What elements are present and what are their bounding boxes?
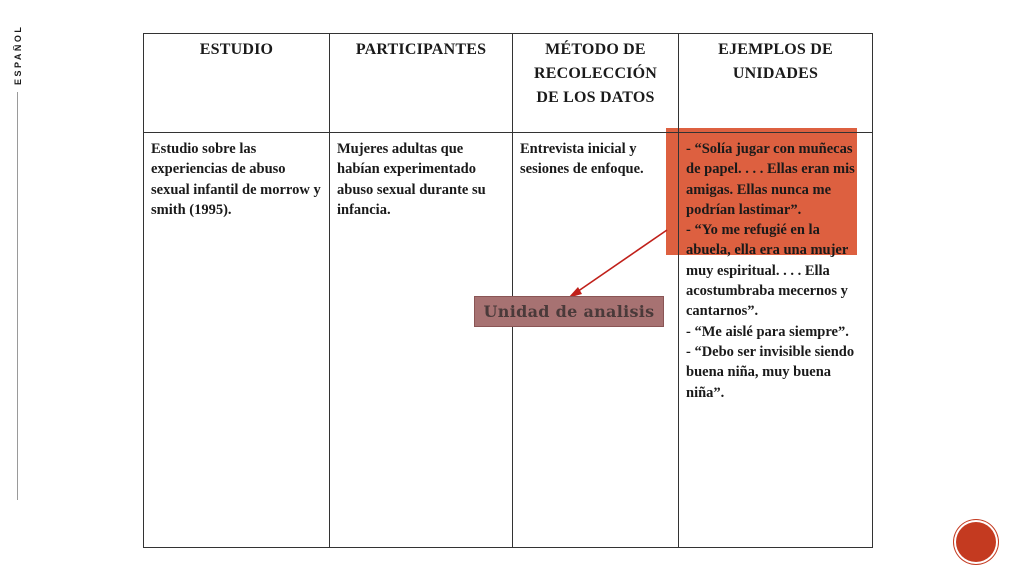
side-label: ESPAÑOL <box>13 24 23 85</box>
header-metodo: MÉTODO DE RECOLECCIÓN DE LOS DATOS <box>513 34 679 133</box>
unit-of-analysis-label: Unidad de analisis <box>474 296 664 327</box>
cell-estudio: Estudio sobre las experiencias de abuso sexual infantil de morrow y smith (1995). <box>144 133 330 548</box>
table-row <box>144 133 873 548</box>
header-participantes: PARTICIPANTES <box>330 34 513 133</box>
study-table <box>143 33 873 548</box>
quote-item: - “Debo ser invisible siendo buena niña, muy buena niña”. <box>686 343 855 401</box>
cell-participantes: Mujeres adultas que habían experimentado abuso sexual durante su infancia. <box>330 133 513 548</box>
quote-item: - “Yo me refugié en la abuela, ella era una mujer muy espiritual. . . . Ella acostumbraba mecernos y cantarnos”. <box>686 222 849 320</box>
cell-metodo: Entrevista inicial y sesiones de enfoque. <box>513 133 679 548</box>
header-ejemplos: EJEMPLOS DE UNIDADES <box>679 34 873 133</box>
quote-item: - “Solía jugar con muñecas de papel. . . . Ellas eran mis amigas. Ellas nunca me podrían lastimar”. <box>686 141 855 218</box>
cell-ejemplos <box>679 133 873 548</box>
quote-item: - “Me aislé para siempre”. <box>686 323 849 340</box>
header-estudio: ESTUDIO <box>144 34 330 133</box>
table-header-row <box>144 34 873 133</box>
quote-list <box>686 139 865 403</box>
page-badge-icon <box>956 522 996 562</box>
side-divider <box>17 92 18 500</box>
